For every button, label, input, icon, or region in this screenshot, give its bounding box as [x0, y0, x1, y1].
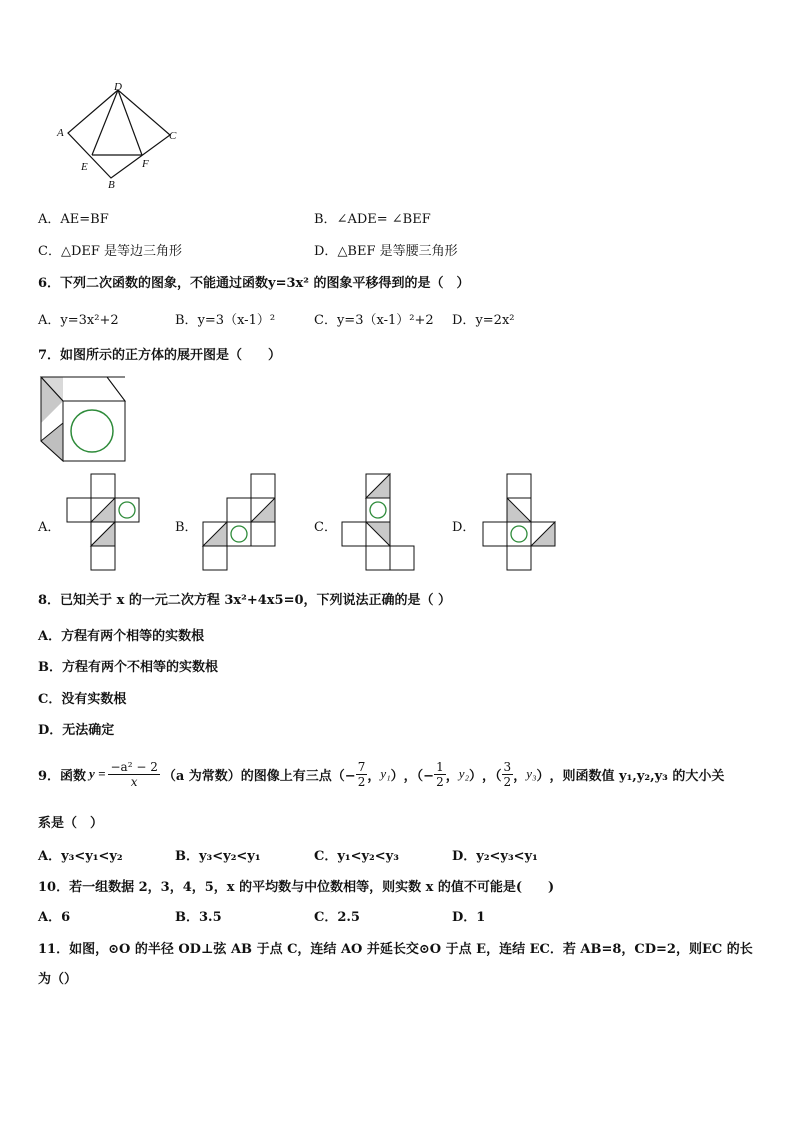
q8-option-b: B．方程有两个不相等的实数根	[38, 660, 218, 675]
q5-option-d: D．△BEF 是等腰三角形	[314, 244, 458, 259]
q6-option-a: A．y=3x²+2	[38, 313, 119, 328]
q8-option-c: C．没有实数根	[38, 692, 127, 707]
q10-option-a: A．6	[38, 910, 71, 925]
q10-option-d: D．1	[452, 910, 486, 925]
q5-option-c: C．△DEF 是等边三角形	[38, 244, 183, 259]
label-b: B	[108, 179, 115, 191]
net-a	[62, 472, 144, 574]
label-f: F	[142, 158, 149, 170]
q9-stem-line2: 系是（ ）	[38, 816, 104, 831]
q7-option-d-label: D．	[452, 520, 476, 535]
q7-option-b-label: B．	[175, 520, 198, 535]
q9-option-c: C．y₁<y₂<y₃	[314, 849, 399, 864]
q10-option-c: C．2.5	[314, 910, 360, 925]
net-b	[198, 472, 280, 574]
q9-function-fraction: $\frac{\text{−a² − 2}}{x}$	[110, 759, 158, 789]
q6-option-d: D．y=2x²	[452, 313, 515, 328]
label-e: E	[81, 161, 88, 173]
net-d	[478, 472, 560, 574]
q7-stem: 7．如图所示的正方体的展开图是（ ）	[38, 348, 282, 363]
q11-stem-line2: 为（）	[38, 972, 78, 987]
q8-option-a: A．方程有两个相等的实数根	[38, 629, 205, 644]
q5-figure	[55, 80, 185, 195]
label-d: D	[114, 81, 122, 93]
q6-option-b: B．y=3（x-1）²	[175, 313, 276, 328]
q7-option-a-label: A．	[38, 520, 61, 535]
q10-stem: 10．若一组数据 2，3，4，5，x 的平均数与中位数相等，则实数 x 的值不可能是( )	[38, 880, 555, 895]
q10-option-b: B．3.5	[175, 910, 222, 925]
q7-option-c-label: C．	[314, 520, 337, 535]
q8-stem: 8．已知关于 x 的一元二次方程 3x²+4x5=0，下列说法正确的是（ ）	[38, 593, 452, 608]
q9-stem: 9．函数 y = $\frac{\text{−a² − 2}}{x}$ （a 为常数）的图像上有三点 （− $\frac{7}{2}$ ， y₁ ） ，（− $\frac{1}{2}$ ， y₂ ） ，（ $\frac{3}{2}$ ， y₃ ） ，则函数值 y₁,y₂,y₃ 的大小关	[38, 759, 725, 789]
q11-stem-line1: 11．如图，⊙O 的半径 OD⊥弦 AB 于点 C，连结 AO 并延长交⊙O 于点 E，连结 EC．若 AB=8，CD=2，则EC 的长	[38, 942, 753, 957]
q5-option-a: A．AE=BF	[38, 212, 109, 227]
q8-option-d: D．无法确定	[38, 723, 115, 738]
label-c: C	[169, 130, 177, 142]
q9-option-a: A．y₃<y₁<y₂	[38, 849, 123, 864]
q6-stem: 6．下列二次函数的图象，不能通过函数y=3x² 的图象平移得到的是（ ）	[38, 276, 470, 291]
q9-option-b: B．y₃<y₂<y₁	[175, 849, 261, 864]
q5-option-b: B．∠ADE= ∠BEF	[314, 212, 431, 227]
cube-figure	[37, 373, 129, 465]
q9-option-d: D．y₂<y₃<y₁	[452, 849, 538, 864]
net-c	[337, 472, 419, 574]
label-a: A	[57, 127, 64, 139]
q6-option-c: C．y=3（x-1）²+2	[314, 313, 434, 328]
